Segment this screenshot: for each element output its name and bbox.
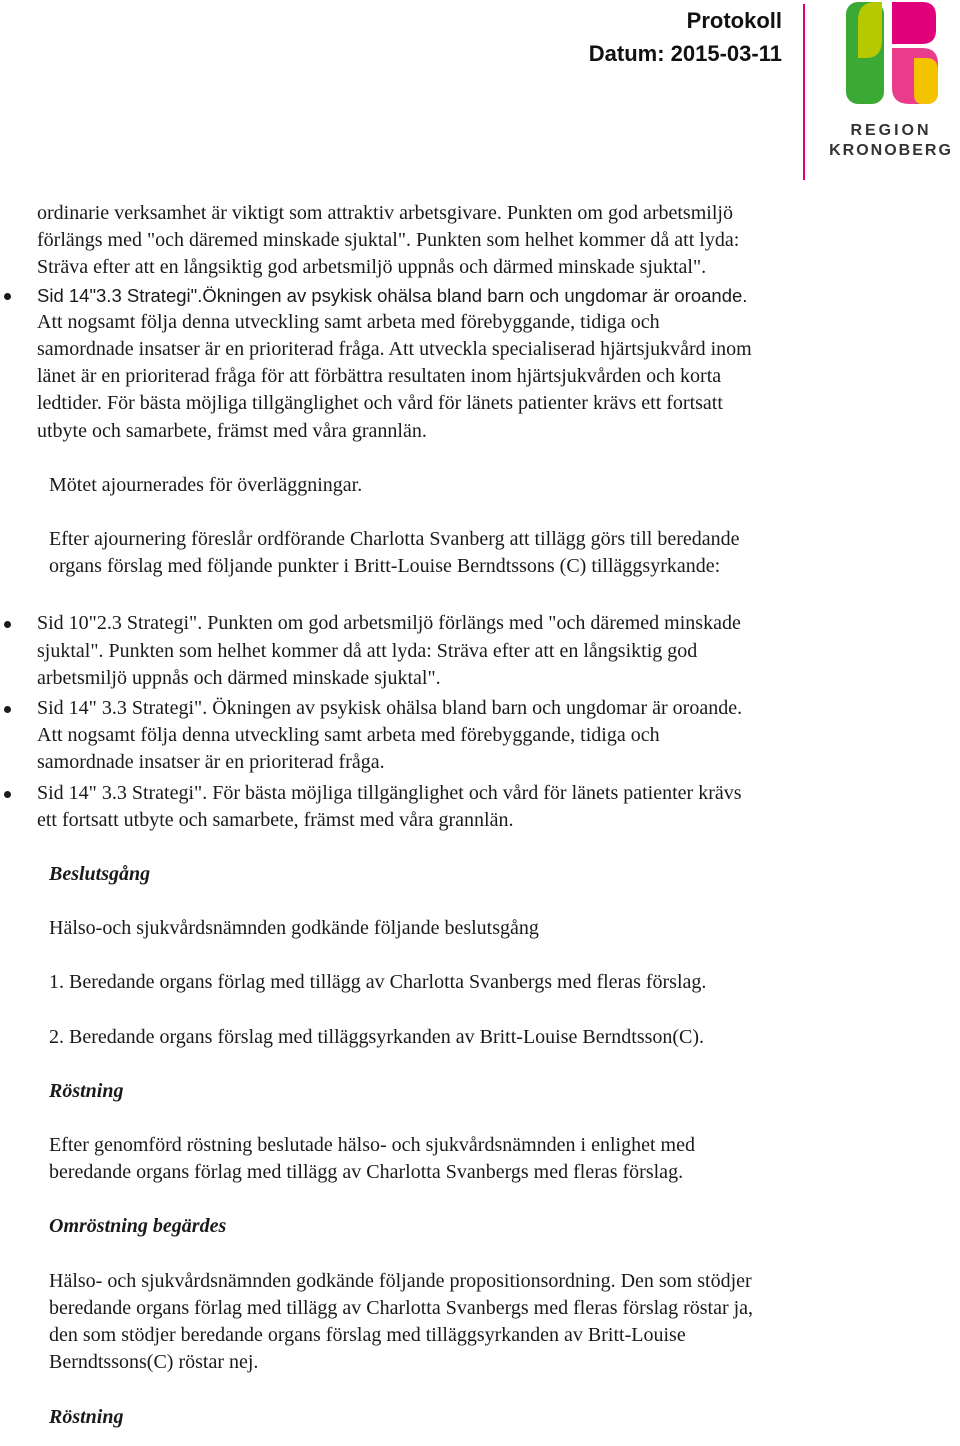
section-heading-rostning-2: Röstning — [49, 1405, 124, 1428]
section-heading-omrostning: Omröstning begärdes — [49, 1215, 227, 1238]
list-item: 2. Beredande organs förslag med tilläggsyrkanden av Britt-Louise Berndtsson(C). — [49, 1025, 705, 1048]
text-line: Att nogsamt följa denna utveckling samt arbeta med förebyggande, tidiga och — [37, 310, 660, 333]
list-item — [37, 780, 917, 807]
text-line: samordnade insatser är en prioriterad fråga. — [37, 751, 385, 774]
bullet-icon — [4, 293, 11, 300]
text-line: Hälso- och sjukvårdsnämnden godkände följande propositionsordning. Den som stödjer — [49, 1269, 752, 1292]
text-line: Sid 14"3.3 Strategi".Ökningen av psykisk ohälsa bland barn och ungdomar är oroande. — [37, 284, 748, 306]
adjourn-note: Mötet ajournerades för överläggningar. — [49, 473, 363, 496]
text-line: länet är en prioriterad fråga för att förbättra resultaten inom hjärtsjukvården och korta — [37, 365, 722, 388]
logo-magenta-shape — [892, 2, 936, 44]
text-line: Att nogsamt följa denna utveckling samt arbeta med förebyggande, tidiga och — [37, 724, 660, 747]
list-item — [37, 610, 917, 637]
logo-line-kronoberg: KRONOBERG — [829, 142, 953, 159]
section-heading-rostning: Röstning — [49, 1079, 124, 1102]
document-header — [589, 6, 782, 69]
text-line: ledtider. För bästa möjliga tillgänglighet och vård för länets patienter krävs ett fortsatt — [37, 392, 723, 415]
text-line: förlängs med "och däremed minskade sjuktal". Punkten som helhet kommer då att lyda: — [37, 229, 740, 252]
document-body — [37, 200, 917, 1431]
text-line: sjuktal". Punkten som helhet kommer då att lyda: Sträva efter att en långsiktig god — [37, 639, 698, 662]
bullet-icon — [4, 621, 11, 628]
text-line: ordinarie verksamhet är viktigt som attraktiv arbetsgivare. Punkten om god arbetsmiljö — [37, 202, 733, 224]
bullet-icon — [4, 791, 11, 798]
text-line: ett fortsatt utbyte och samarbete, främst med våra grannlän. — [37, 808, 514, 831]
document-date: Datum: 2015-03-11 — [588, 41, 782, 66]
logo-lime-shape — [858, 2, 882, 58]
text-line: Efter genomförd röstning beslutade hälso- och sjukvårdsnämnden i enlighet med — [49, 1134, 695, 1157]
text-line: Berndtssons(C) röstar nej. — [49, 1351, 259, 1374]
text-line: organs förslag med följande punkter i Britt-Louise Berndtssons (C) tilläggsyrkande: — [49, 555, 721, 578]
logo-wordmark — [822, 121, 960, 161]
text-line: beredande organs förlag med tillägg av Charlotta Svanbergs med fleras förslag. — [49, 1161, 684, 1184]
logo-yellow-shape — [914, 58, 938, 104]
document-title: Protokoll — [686, 8, 782, 33]
text-line: arbetsmiljö uppnås och därmed minskade sjuktal". — [37, 666, 441, 689]
text-line: Sid 14" 3.3 Strategi". Ökningen av psykisk ohälsa bland barn och ungdomar är oroande. — [37, 697, 743, 720]
text-line: Sid 10"2.3 Strategi". Punkten om god arbetsmiljö förlängs med "och däremed minskade — [37, 612, 741, 635]
text-line: den som stödjer beredande organs förslag med tilläggsyrkanden av Britt-Louise — [49, 1324, 686, 1347]
text-line: Hälso-och sjukvårdsnämnden godkände följande beslutsgång — [49, 917, 539, 940]
section-heading-beslutsgang: Beslutsgång — [49, 863, 151, 886]
list-item: 1. Beredande organs förlag med tillägg av Charlotta Svanbergs med fleras förslag. — [49, 971, 707, 994]
text-line: beredande organs förlag med tillägg av Charlotta Svanbergs med fleras förslag röstar ja, — [49, 1296, 754, 1319]
list-item — [37, 282, 917, 309]
list-item — [37, 695, 917, 722]
text-line: Efter ajournering föreslår ordförande Charlotta Svanberg att tillägg görs till beredande — [49, 528, 740, 551]
text-line: Sid 14" 3.3 Strategi". För bästa möjliga tillgänglighet och vård för länets patienter krävs — [37, 781, 742, 804]
logo-line-region: REGION — [850, 122, 932, 139]
header-divider — [803, 4, 805, 180]
bullet-icon — [4, 706, 11, 713]
text-line: Sträva efter att en långsiktig god arbetsmiljö uppnås och därmed minskade sjuktal". — [37, 256, 707, 279]
text-line: samordnade insatser är en prioriterad fråga. Att utveckla specialiserad hjärtsjukvård inom — [37, 338, 752, 361]
text-line: utbyte och samarbete, främst med våra grannlän. — [37, 419, 427, 442]
